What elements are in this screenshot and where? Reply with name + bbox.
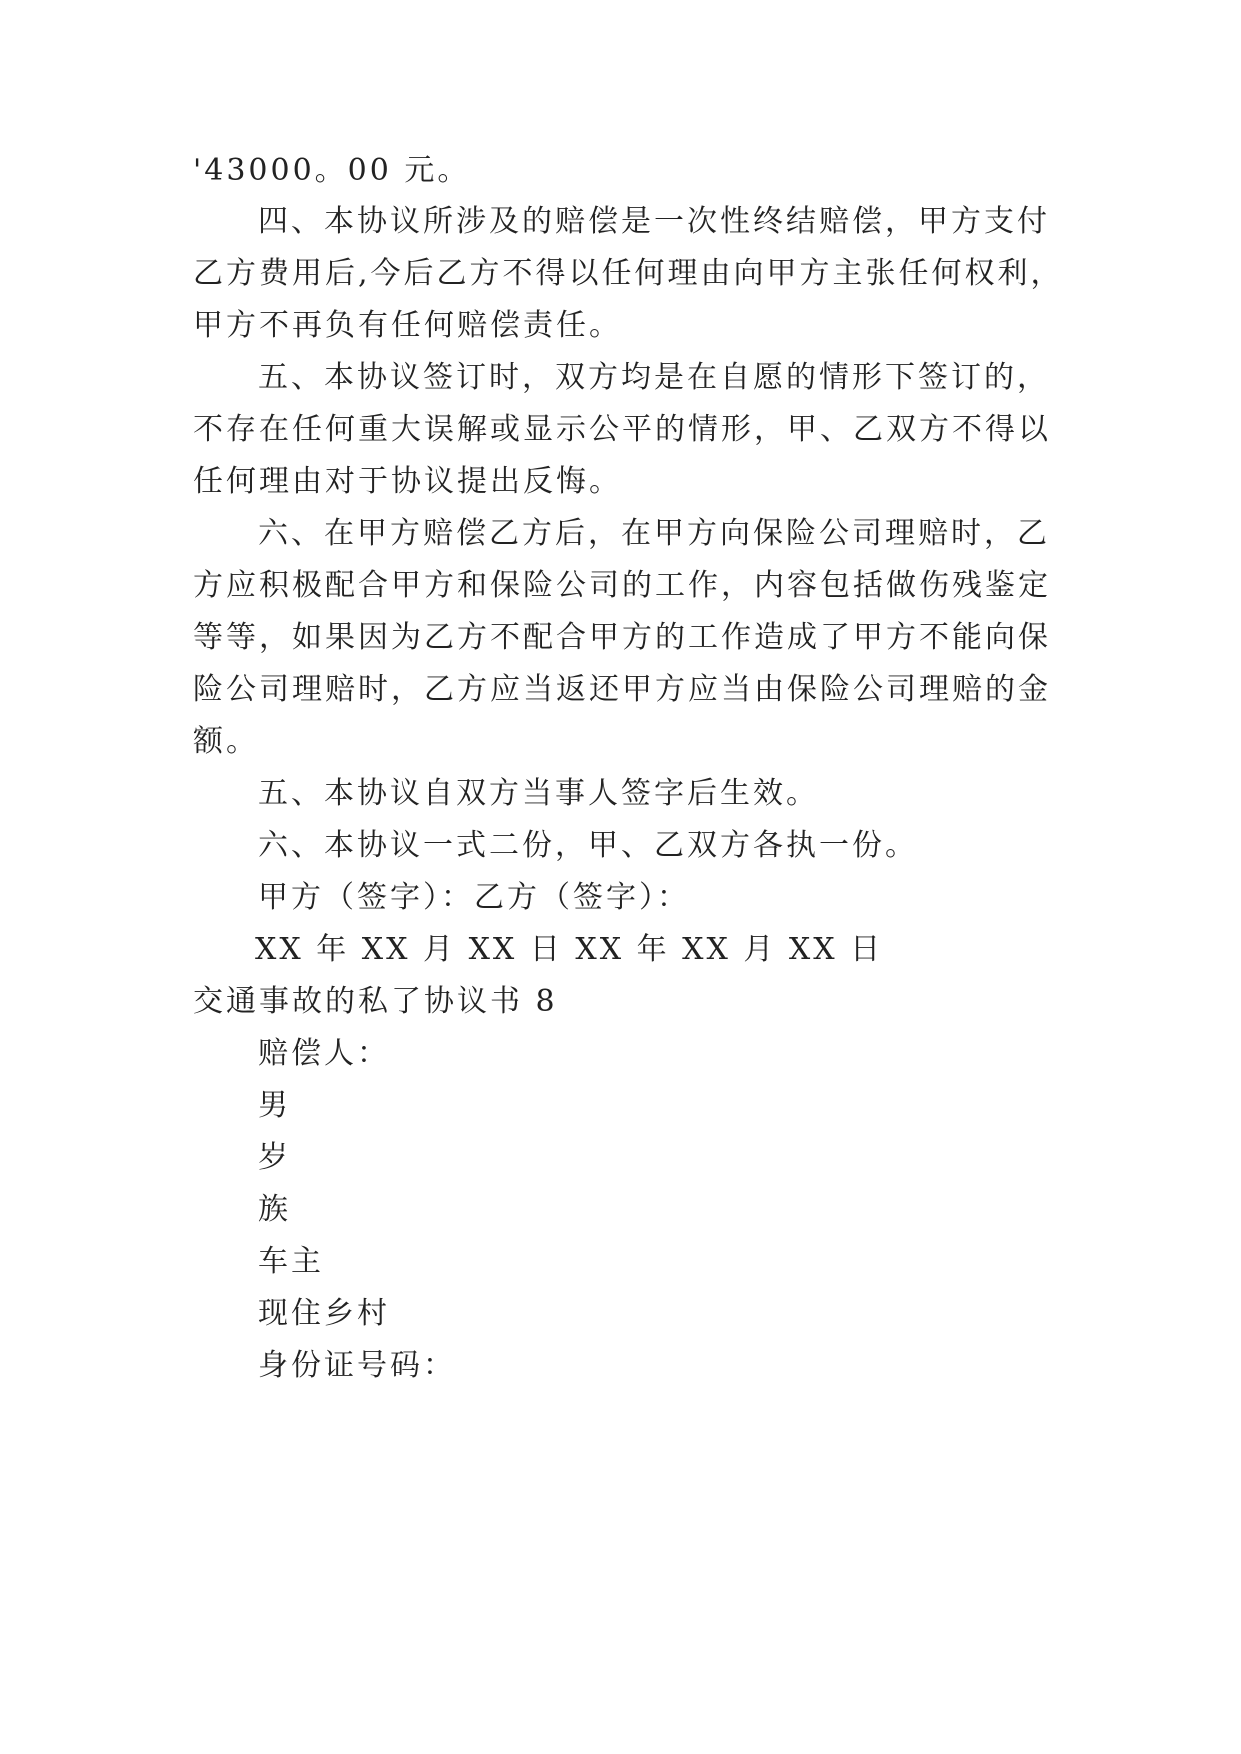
- date-line: XX 年 XX 月 XX 日 XX 年 XX 月 XX 日: [255, 932, 884, 967]
- clause-4-line-3: 甲方不再负有任何赔偿责任。: [193, 308, 622, 343]
- clause-6-line-4: 险公司理赔时，乙方应当返还甲方应当由保险公司理赔的金: [193, 672, 1051, 707]
- clause-6-line-2: 方应积极配合甲方和保险公司的工作，内容包括做伤残鉴定: [193, 568, 1051, 603]
- section-title: 交通事故的私了协议书 8: [193, 984, 558, 1019]
- clause-5-line-1: 五、本协议签订时，双方均是在自愿的情形下签订的，: [258, 360, 1050, 395]
- clause-5-line-3: 任何理由对于协议提出反悔。: [193, 464, 622, 499]
- vehicle-owner-field: 车主: [258, 1244, 324, 1279]
- clause-effective-line: 五、本协议自双方当事人签字后生效。: [258, 776, 819, 811]
- address-field: 现住乡村: [258, 1296, 390, 1331]
- clause-6-line-3: 等等，如果因为乙方不配合甲方的工作造成了甲方不能向保: [193, 620, 1051, 655]
- signature-line: 甲方（签字）：乙方（签字）：: [258, 880, 690, 915]
- gender-field: 男: [258, 1088, 291, 1123]
- compensator-label: 赔偿人：: [258, 1036, 390, 1071]
- age-field: 岁: [258, 1140, 291, 1175]
- clause-4-line-2: 乙方费用后,今后乙方不得以任何理由向甲方主张任何权利，: [193, 256, 1064, 291]
- clause-5-line-2: 不存在任何重大误解或显示公平的情形，甲、乙双方不得以: [193, 412, 1051, 447]
- amount-line: '43000。00 元。: [193, 153, 471, 188]
- id-number-field: 身份证号码：: [258, 1348, 456, 1383]
- clause-4-line-1: 四、本协议所涉及的赔偿是一次性终结赔偿，甲方支付: [258, 204, 1050, 239]
- ethnicity-field: 族: [258, 1192, 291, 1227]
- clause-copies-line: 六、本协议一式二份，甲、乙双方各执一份。: [258, 828, 918, 863]
- clause-6-line-5: 额。: [193, 724, 259, 759]
- clause-6-line-1: 六、在甲方赔偿乙方后，在甲方向保险公司理赔时，乙: [258, 516, 1050, 551]
